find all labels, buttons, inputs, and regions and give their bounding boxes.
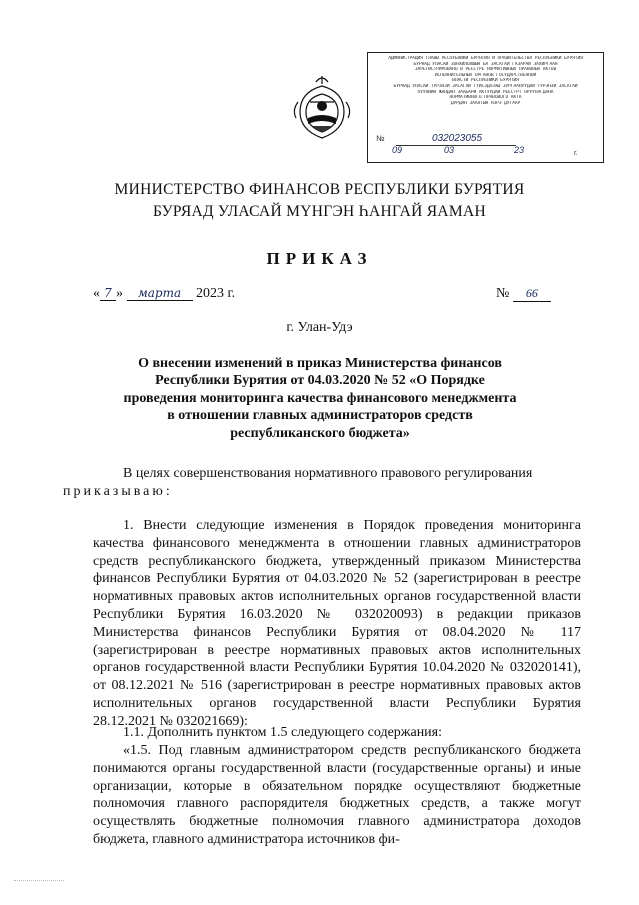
paragraph-1: 1. Внести следующие изменения в Порядок проведения мониторинга качества финансового менеджмента в отношении главных администраторов средств республиканского бюджета, утвержденный приказом Министерства финансов Республики Бурятия от 04.03.2020 № 52 (зарегистрирован в реестре нормативных правовых актов исполнительных органов государственной власти Республики Бурятия 16.03.2020 № 032020093) в редакции приказов Министерства финансов Республики Бурятия от 08.04.2020 № 117 (зарегистрирован в реестре нормативных правовых актов исполнительных органов государственной власти Республики Бурятия 10.04.2020 № 032020141), от 08.12.2021 № 516 (зарегистрирован в реестре нормативных правовых актов исполнительных органов государственной власти Республики Бурятия 28.12.2021 № 032021669): [93, 518, 581, 729]
order-number-label: № [496, 286, 510, 301]
stamp-date-year: 23 [514, 145, 525, 155]
stamp-date-day: 09 [392, 145, 403, 155]
date-close-quote: » [116, 286, 123, 301]
stamp-line: ДУРДАН ЗААЛТЫН НЭРЭ ДУГААР [450, 100, 521, 106]
stamp-number [376, 133, 596, 144]
stamp-line: ЗАРЕГИСТРИРОВАНО В РЕЕСТРЕ НОРМАТИВНЫХ ПРАВОВЫХ АКТОВ [414, 67, 557, 73]
preamble [63, 465, 581, 501]
stamp-date-month: 03 [444, 145, 455, 155]
date-open-quote: « [93, 286, 100, 301]
coat-of-arms-emblem [290, 72, 354, 142]
stamp-line: ХУУЛИИН ЖАНДАН ЗААБАРИ АКТУУДАЙ РЕЕСТРТ ОРУУЛАГДАНА [417, 89, 554, 95]
registration-stamp [367, 52, 604, 163]
ministry-name-bur: БУРЯАД УЛАСАЙ МҮНГЭН ҺАНГАЙ ЯАМАН [153, 203, 486, 220]
stamp-line: ИСПОЛНИТЕЛЬНЫХ ОРГАНОВ ГОСУДАРСТВЕННОЙ [434, 72, 537, 78]
date-year: 2023 г. [196, 286, 236, 301]
stamp-line: НОРМАТИВНОГО ПРАВОВОГО АКТА [449, 95, 522, 101]
city: г. Улан-Удэ [286, 320, 353, 335]
scan-artifact [14, 880, 64, 884]
order-date [93, 286, 235, 302]
stamp-line: БУРЯАД УЛАСАЙ ЗОНХИЛОЛШЫН БА ЗАСАГАЙ ГАЗАРАЙ ЗАХИРГААН [413, 61, 558, 67]
stamp-number-prefix: № [376, 134, 385, 143]
preamble-order-word: приказываю: [63, 483, 173, 499]
order-title: О внесении изменений в приказ Министерства финансов Республики Бурятия от 04.03.2020 № 52 «О Порядке проведения мониторинга качества финансового менеджмента в отношении главных администраторов средств республиканского бюджета» [123, 356, 517, 441]
stamp-number-value: 032023055 [432, 133, 483, 144]
stamp-line: АДМИНИСТРАЦИЯ ГЛАВЫ РЕСПУБЛИКИ БУРЯТИЯ И ПРАВИТЕЛЬСТВА РЕСПУБЛИКИ БУРЯТИЯ [388, 56, 583, 61]
order-number [496, 286, 551, 302]
date-day: 7 [100, 286, 116, 301]
stamp-date-suffix: г. [574, 150, 578, 157]
paragraph-1-1: 1.1. Дополнить пунктом 1.5 следующего содержания: [123, 725, 443, 740]
stamp-line: ВЛАСТИ РЕСПУБЛИКИ БУРЯТИЯ [452, 78, 519, 84]
ministry-name-ru: МИНИСТЕРСТВО ФИНАНСОВ РЕСПУБЛИКИ БУРЯТИЯ [114, 181, 525, 198]
stamp-line: БУРЯАД УЛАСАЙ ТУРЭНЭЙ ЗАСАГАЙ ГҮЙСЭДХЭХЫ ЗУРГААНУУДАЙ ТУРЭНЭЙ ЗАСАГАЙ [393, 83, 578, 89]
paragraph-1-5-quote: «1.5. Под главным администратором средств республиканского бюджета понимаются органы государственной власти (государственные органы) и иные организации, которые в обязательном порядке осуществляют бюджетные полномочия главного распорядителя бюджетных средств, а также могут осуществлять бюджетные полномочия главного администратора доходов бюджета, главного администратора источников фи- [93, 743, 581, 847]
document-type: ПРИКАЗ [266, 249, 373, 268]
date-month: марта [127, 286, 193, 301]
order-number-value: 66 [513, 286, 551, 302]
preamble-text: В целях совершенствования нормативного правового регулирования [123, 466, 533, 481]
